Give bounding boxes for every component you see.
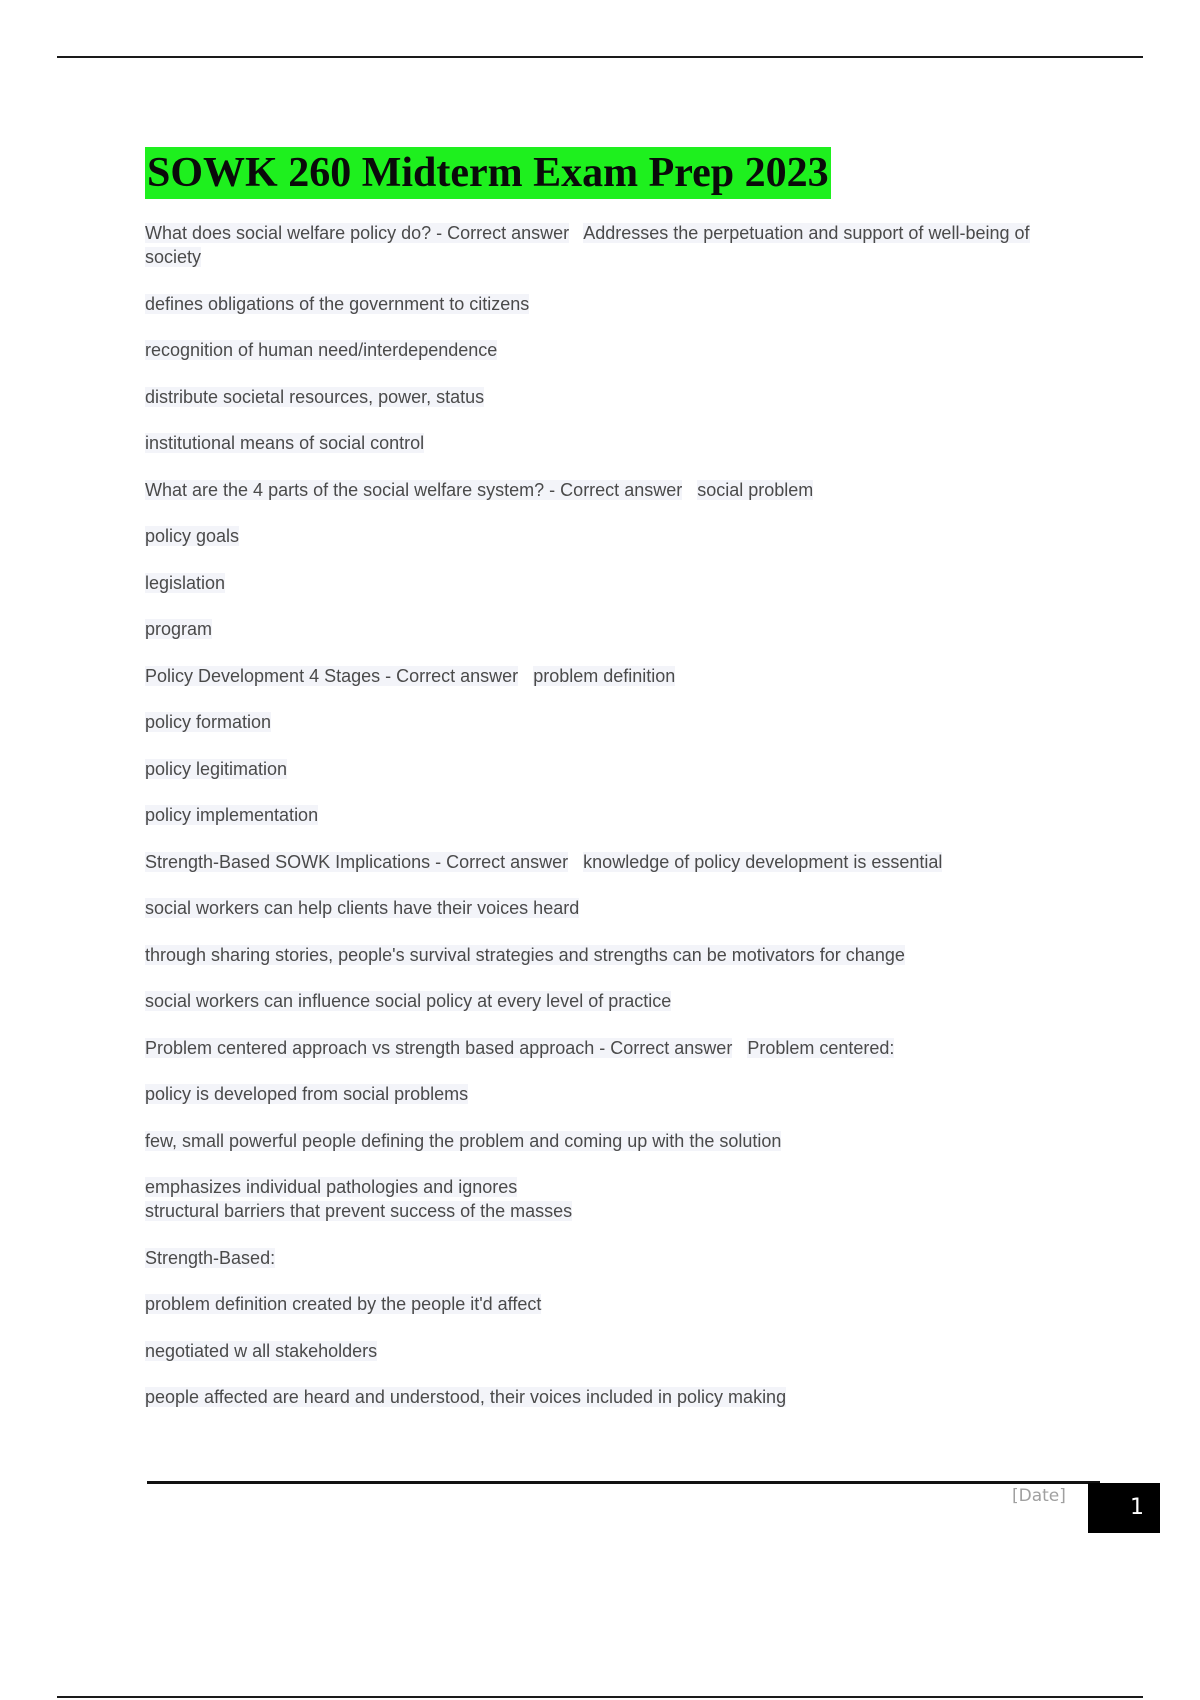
answer-line-text: emphasizes individual pathologies and ignores bbox=[145, 1177, 518, 1197]
qa-paragraph bbox=[145, 478, 1080, 502]
answer-line bbox=[145, 385, 1080, 409]
answer-line bbox=[145, 1292, 1080, 1316]
page-top-rule bbox=[57, 56, 1143, 58]
answer-line-text: Strength-Based: bbox=[145, 1247, 276, 1268]
answer-line bbox=[145, 431, 1080, 455]
answer-line bbox=[145, 896, 1080, 920]
answer-line bbox=[145, 524, 1080, 548]
answer-text: knowledge of policy development is essential bbox=[583, 851, 943, 872]
question-text: What does social welfare policy do? - Correct answer bbox=[145, 223, 570, 243]
question-text: Problem centered approach vs strength based approach - Correct answer bbox=[145, 1037, 733, 1058]
question-text: What are the 4 parts of the social welfare system? - Correct answer bbox=[145, 479, 683, 500]
answer-line-text: structural barriers that prevent success of the masses bbox=[145, 1201, 573, 1221]
qa-paragraph bbox=[145, 221, 1080, 269]
answer-line bbox=[145, 292, 1080, 316]
answer-line-text: social workers can help clients have their voices heard bbox=[145, 898, 580, 918]
answer-line-text: recognition of human need/interdependence bbox=[145, 340, 498, 360]
answer-line bbox=[145, 943, 1080, 967]
answer-line bbox=[145, 1129, 1080, 1153]
answer-line-text: program bbox=[145, 619, 213, 639]
answer-line-text: policy goals bbox=[145, 526, 240, 546]
answer-line bbox=[145, 757, 1080, 781]
qa-paragraph bbox=[145, 1036, 1080, 1060]
question-text: Policy Development 4 Stages - Correct answer bbox=[145, 665, 519, 686]
answer-line bbox=[145, 1339, 1080, 1363]
answer-line-text: distribute societal resources, power, status bbox=[145, 386, 485, 407]
answer-line-text: policy formation bbox=[145, 712, 272, 732]
answer-line bbox=[145, 710, 1080, 734]
answer-line-text: through sharing stories, people's survival strategies and strengths can be motivators for change bbox=[145, 944, 905, 965]
qa-paragraph bbox=[145, 850, 1080, 874]
question-text: Strength-Based SOWK Implications - Correct answer bbox=[145, 851, 569, 872]
answer-line-text: legislation bbox=[145, 572, 226, 593]
answer-line-text: policy implementation bbox=[145, 805, 319, 825]
document-body bbox=[145, 221, 1080, 1432]
answer-text: Addresses the perpetuation and support of well-being of society bbox=[145, 223, 1030, 267]
answer-line bbox=[145, 1246, 1080, 1270]
answer-line-text: policy is developed from social problems bbox=[145, 1084, 469, 1104]
answer-line-text: institutional means of social control bbox=[145, 433, 425, 453]
answer-line bbox=[145, 803, 1080, 827]
answer-text: problem definition bbox=[533, 665, 676, 686]
answer-line bbox=[145, 1082, 1080, 1106]
document-title: SOWK 260 Midterm Exam Prep 2023 bbox=[145, 147, 831, 199]
page-number: 1 bbox=[1088, 1483, 1160, 1533]
answer-line-text: policy legitimation bbox=[145, 758, 288, 779]
page-bottom-rule bbox=[57, 1696, 1143, 1698]
answer-line-text: few, small powerful people defining the problem and coming up with the solution bbox=[145, 1130, 782, 1151]
footer-date: [Date] bbox=[1012, 1486, 1066, 1506]
answer-line-text: people affected are heard and understood, their voices included in policy making bbox=[145, 1387, 787, 1407]
answer-line bbox=[145, 571, 1080, 595]
answer-line bbox=[145, 617, 1080, 641]
answer-line-text: defines obligations of the government to citizens bbox=[145, 293, 530, 314]
answer-line bbox=[145, 1175, 1080, 1223]
answer-text: Problem centered: bbox=[747, 1037, 895, 1058]
qa-paragraph bbox=[145, 664, 1080, 688]
answer-line bbox=[145, 1385, 1080, 1409]
footer-rule bbox=[147, 1481, 1100, 1484]
answer-line bbox=[145, 989, 1080, 1013]
answer-text: social problem bbox=[697, 479, 814, 500]
answer-line bbox=[145, 338, 1080, 362]
answer-line-text: social workers can influence social policy at every level of practice bbox=[145, 991, 672, 1011]
answer-line-text: negotiated w all stakeholders bbox=[145, 1340, 378, 1361]
answer-line-text: problem definition created by the people it'd affect bbox=[145, 1294, 542, 1314]
